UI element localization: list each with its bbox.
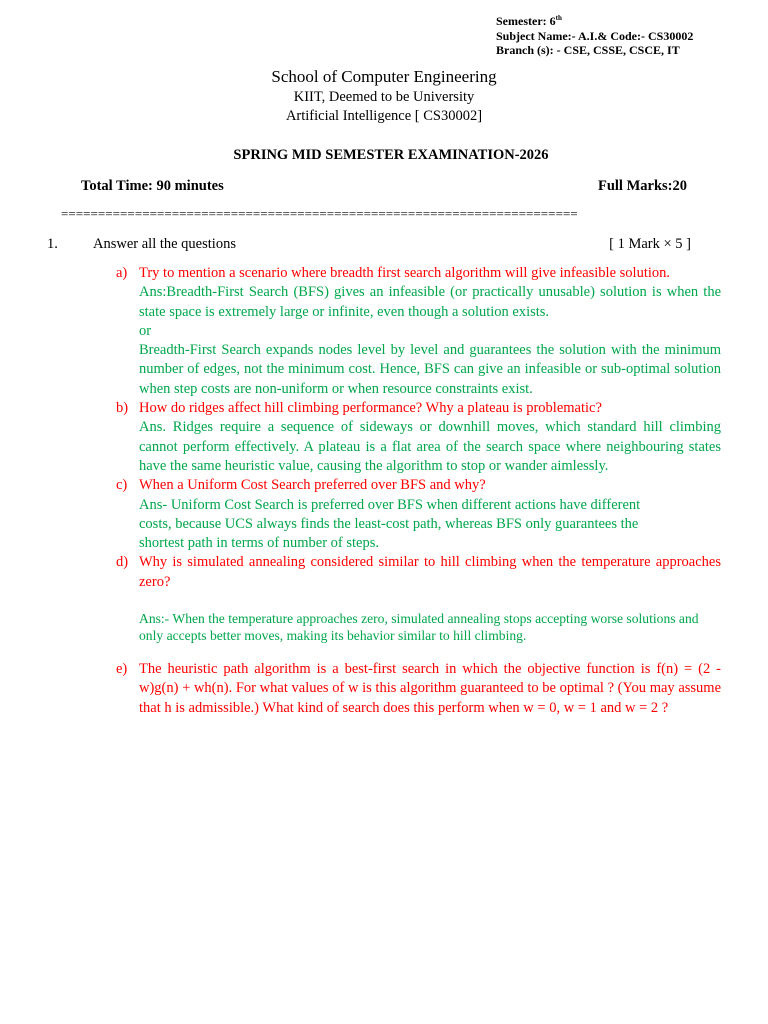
- answer-or: or: [139, 322, 152, 339]
- question-instruction: Answer all the questions: [93, 236, 236, 252]
- part-a: [116, 264, 721, 399]
- answer-line: costs, because UCS always finds the least-cost path, whereas BFS only guarantees the: [139, 515, 639, 532]
- part-b: [116, 399, 721, 476]
- time-marks-line: [81, 178, 687, 195]
- part-answer: Ans. Ridges require a sequence of sideways or downhill moves, which standard hill climbing cannot perform effectively. A plateau is a flat area of the search space where neighbouring states have the same heuristic value, causing the algorithm to stop or wander aimlessly.: [139, 419, 721, 474]
- university-name: KIIT, Deemed to be University: [293, 89, 475, 105]
- part-c: [116, 476, 721, 553]
- part-d: [116, 553, 721, 660]
- part-answer: [139, 496, 721, 554]
- part-question: The heuristic path algorithm is a best-first search in which the objective function is f(n) = (2 - w)g(n) + wh(n). For what values of w is this algorithm guaranteed to be optimal ? (You may assume that h is admissible.) What kind of search does this perform when w = 0, w = 1 and w = 2 ?: [139, 661, 721, 716]
- part-letter: d): [116, 554, 129, 571]
- answer-line: shortest path in terms of number of steps.: [139, 535, 380, 552]
- exam-meta: [496, 11, 693, 58]
- school-name: School of Computer Engineering: [271, 67, 497, 86]
- part-question: When a Uniform Cost Search preferred over BFS and why?: [139, 477, 486, 494]
- divider-line: ======================================================================: [61, 206, 578, 221]
- part-question: Try to mention a scenario where breadth first search algorithm will give infeasible solution.: [139, 265, 670, 281]
- total-time: Total Time: 90 minutes: [81, 178, 224, 194]
- full-marks: Full Marks:20: [597, 178, 687, 194]
- part-letter: e): [116, 661, 128, 678]
- semester-line: Semester: 6th: [496, 14, 562, 28]
- part-question: Why is simulated annealing considered similar to hill climbing when the temperature approaches zero?: [139, 554, 721, 590]
- part-question: How do ridges affect hill climbing performance? Why a plateau is problematic?: [139, 400, 602, 417]
- course-name: Artificial Intelligence [ CS30002]: [285, 108, 483, 124]
- part-letter: c): [116, 477, 128, 494]
- subject-line: Subject Name:- A.I.& Code:- CS30002: [496, 28, 694, 43]
- question-number: 1.: [47, 236, 58, 252]
- question-parts: [116, 264, 721, 718]
- part-letter: a): [116, 265, 128, 281]
- part-letter: b): [116, 400, 129, 417]
- part-e: [116, 660, 721, 718]
- answer-line: Ans- Uniform Cost Search is preferred over BFS when different actions have different: [139, 496, 641, 513]
- part-answer-alt: Breadth-First Search expands nodes level by level and guarantees the solution with the minimum number of edges, not the minimum cost. Hence, BFS can give an infeasible or sub-optimal solution when step costs are non-uniform or when resource constraints exist.: [139, 342, 721, 397]
- branch-line: Branch (s): - CSE, CSSE, CSCE, IT: [496, 43, 680, 57]
- exam-title: SPRING MID SEMESTER EXAMINATION-2026: [233, 147, 549, 163]
- part-answer: Ans:Breadth-First Search (BFS) gives an infeasible (or practically unusable) solution is when the state space is extremely large or infinite, even though a solution exists.: [139, 284, 721, 320]
- part-answer: Ans:- When the temperature approaches zero, simulated annealing stops accepting worse solutions and only accepts better moves, making its behavior similar to hill climbing.: [139, 611, 699, 643]
- question-marks: [ 1 Mark × 5 ]: [609, 236, 691, 252]
